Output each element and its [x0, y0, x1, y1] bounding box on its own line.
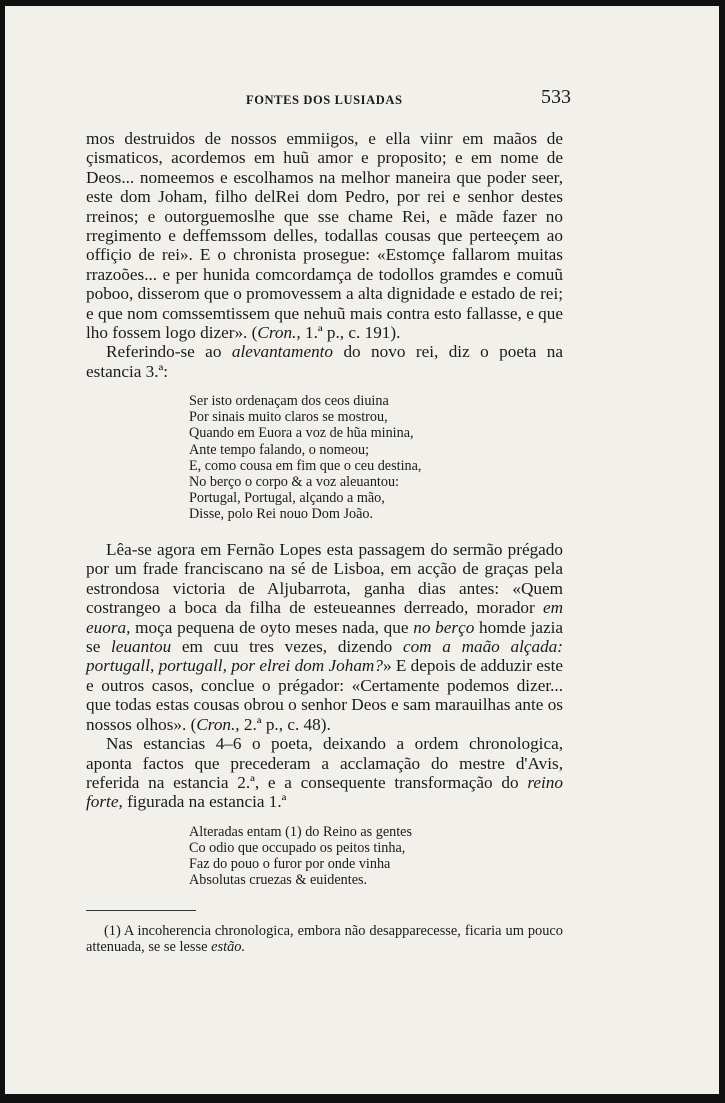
paragraph-estancias	[86, 734, 563, 812]
scan-border-top	[0, 0, 725, 6]
paragraph-text: figurada na estancia 1.ª	[122, 792, 287, 812]
paragraph-text: homde jazia se	[86, 617, 564, 657]
paragraph-sermon	[86, 540, 563, 734]
citation-italic: Cron.,	[196, 714, 240, 734]
italic-phrase: em euora,	[86, 598, 563, 637]
paragraph-text: em cuu tres vezes, dizendo	[171, 637, 403, 657]
paragraph-text: do novo rei, diz o poeta na estancia 3.ª:	[86, 342, 563, 381]
footnote-separator	[86, 910, 196, 911]
italic-phrase: leuantou	[111, 637, 172, 657]
running-head	[86, 82, 571, 110]
footnote-text: (1) A incoherencia chronologica, embora não desapparecesse, ficaria um pouco attenuada, se se lesse	[86, 923, 563, 956]
page-number: 533	[541, 86, 571, 108]
paragraph-text: » E depois de adduzir este e outros casos, conclue o prégador: «Certamente podemos dizer... que todas estas cousas obrou o senhor Deos e sam marauilhas ante os nossos olhos». (	[86, 656, 564, 734]
verse-line: E, como cousa em fim que o ceu destina,	[189, 457, 422, 474]
paragraph-alevantamento	[86, 342, 563, 381]
verse-line: Ante tempo falando, o nomeou;	[189, 441, 370, 458]
body-text	[86, 129, 563, 888]
verse-line: Quando em Euora a voz de hũa minina,	[189, 425, 414, 442]
paragraph-text: Lêa-se agora em Fernão Lopes esta passagem do sermão prégado por um frade franciscano na sé de Lisboa, em acção de graças pela estrondosa victoria de Aljubarrota, ganha dias antes: «Quem costrangeo a boca da filha de esteueannes derreado, morador	[86, 540, 563, 618]
verse-line: Co odio que occupado os peitos tinha,	[189, 839, 406, 856]
running-title: FONTES DOS LUSIADAS	[246, 93, 403, 107]
italic-term: alevantamento	[231, 342, 334, 362]
paragraph-chronicle-quote	[86, 129, 563, 342]
paragraph-text: mos destruidos de nossos emmiigos, e ella viinr em maãos de çismaticos, acordemos em huũ amor e proposito; e em nome de Deos... nomeemos e escolhamos na melhor maneira que poder seer, este dom Joham, filho delRei dom Pedro, por rei e senhor destes rreinos; e outorguemoslhe que sse chame Rei, e mãde fazer no rregimento e deffemssom delles, todallas cousas que perteeçem ao offiçio de rei». E o chronista prosegue: «Estomçe fallarom muitas rrazoões... e per hunida comcordamça de todollos gramdes e comuũ poboo, disserom que o promovessem a alta dignidade e estado de rei; e que nom comssemtissem que nehuũ mais contra esto fallasse, e que lho fossem logo dizer». (	[86, 129, 563, 343]
citation-text: 1.ª p., c. 191).	[300, 323, 401, 343]
scan-border-right	[719, 0, 725, 1103]
book-page	[86, 82, 571, 970]
citation-italic: Cron.,	[257, 323, 301, 343]
footnote	[86, 923, 563, 955]
verse-stanza-4	[189, 824, 563, 888]
paragraph-text: Nas estancias 4–6 o poeta, deixando a ordem chronologica, aponta factos que precederam a acclamação do mestre d'Avis, referida na estancia 2.ª, e a consequente transformação do	[86, 734, 563, 792]
verse-line: Ser isto ordenaçam dos ceos diuina	[189, 393, 389, 410]
verse-line: No berço o corpo & a voz aleuantou:	[189, 473, 399, 490]
scan-border-bottom	[0, 1094, 725, 1103]
verse-line: Absolutas cruezas & euidentes.	[189, 872, 368, 888]
verse-line: Disse, polo Rei nouo Dom João.	[189, 505, 374, 522]
verse-line: Alteradas entam (1) do Reino as gentes	[189, 823, 412, 840]
italic-phrase: no berço	[413, 617, 475, 637]
verse-line: Faz do pouo o furor por onde vinha	[189, 855, 391, 872]
verse-line: Por sinais muito claros se mostrou,	[189, 409, 388, 426]
citation-text: 2.ª p., c. 48).	[239, 714, 331, 734]
verse-line: Portugal, Portugal, alçando a mão,	[189, 489, 385, 506]
italic-phrase: reino forte,	[86, 772, 563, 812]
paragraph-text: Referindo-se ao	[106, 342, 232, 362]
verse-stanza-3	[189, 393, 563, 522]
italic-phrase: com a maão alçada: portugall, portugall, por elrei dom Joham?	[86, 637, 563, 676]
paragraph-text: moça pequena de oyto meses nada, que	[130, 617, 414, 637]
footnote-italic: estão.	[211, 939, 246, 956]
scan-border-left	[0, 0, 5, 1103]
